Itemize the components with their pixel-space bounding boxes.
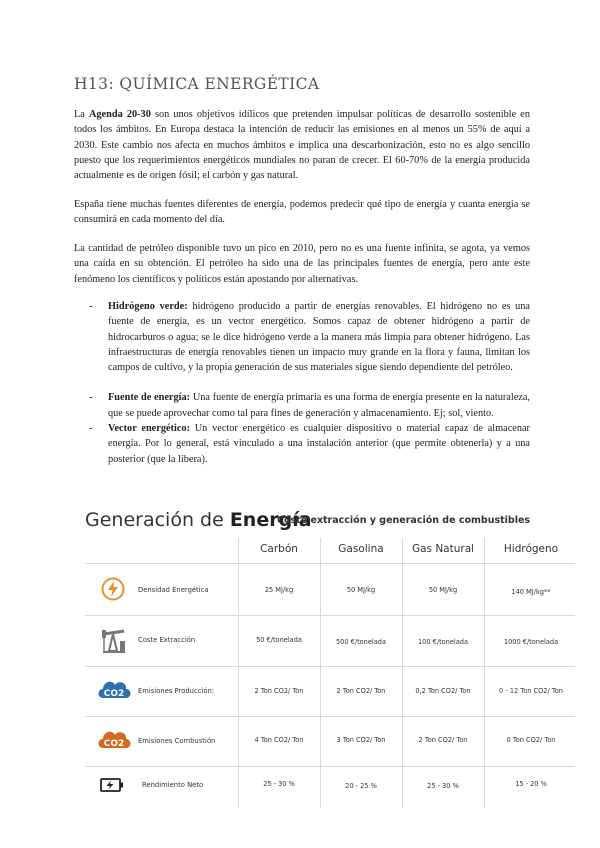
column-divider (320, 538, 321, 808)
column-header-gas-natural: Gas Natural (411, 543, 475, 555)
table-cell: 25 - 30 % (427, 782, 459, 790)
row-label-emisiones-combustion: Emisiones Combustión (138, 737, 216, 745)
table-cell: 4 Ton CO2/ Ton (254, 736, 304, 744)
row-divider (85, 766, 575, 767)
column-divider (484, 538, 485, 808)
row-label-coste: Coste Extracción (138, 636, 196, 644)
definitions-list (74, 299, 530, 467)
row-divider (85, 666, 575, 667)
infographic-subtitle: Coste extracción y generación de combustibles (277, 515, 531, 526)
co2-cloud-icon (96, 675, 132, 701)
table-cell: 20 - 25 % (345, 782, 377, 790)
table-cell: 100 €/tonelada (417, 638, 469, 646)
battery-icon (100, 777, 124, 793)
paragraph-agenda: La Agenda 20-30 son unos objetivos idílicos que pretenden impulsar políticas de desarrollo sostenible en todos los ámbitos. En Europa destaca la intención de reducir las emisiones en al menos un 55% de aquí a 2030. Este cambio nos afecta en muchos ámbitos e implica una descarbonización, esto no es algo sencillo puesto que los requerimientos energéticos mundiales no paran de crecer. El 60-70% de la energía producida actualmente es de origen fósil; el carbón y gas natural. (74, 109, 530, 182)
column-divider (238, 538, 239, 808)
table-cell: 50 €/tonelada (256, 636, 302, 644)
table-cell: 2 Ton CO2/ Ton (254, 687, 304, 695)
table-cell: 0 - 12 Ton CO2/ Ton (499, 687, 563, 695)
column-divider (402, 538, 403, 808)
list-spacer (74, 375, 530, 390)
co2-cloud-icon (96, 725, 132, 751)
paragraph-petroleo: La cantidad de petróleo disponible tuvo un pico en 2010, pero no es una fuente infinita, se agota, ya vemos una caída en su obtención. El petróleo ha sido una de las principales fuentes de energía, pero ante este fenómeno los científicos y políticos están apostando por alternativas. (74, 243, 530, 285)
table-cell: 0,2 Ton CO2/ Ton (415, 687, 471, 695)
row-label-densidad: Densidad Energética (138, 586, 209, 594)
paragraph-espana: España tiene muchas fuentes diferentes de energía, podemos predecir qué tipo de energía y cuanta energía se consumirá en cada momento del día. (74, 199, 530, 226)
table-cell: 2 Ton CO2/ Ton (418, 736, 468, 744)
table-cell: 15 - 20 % (515, 780, 547, 788)
table-cell: 2 Ton CO2/ Ton (336, 687, 386, 695)
row-label-emisiones-produccion: Emisiones Producción: (138, 687, 215, 695)
table-cell: 50 MJ/kg (428, 586, 458, 594)
row-divider (85, 615, 575, 616)
table-cell: 0 Ton CO2/ Ton (506, 736, 556, 744)
column-header-gasolina: Gasolina (338, 543, 384, 555)
column-header-hidrogeno: Hidrógeno (503, 543, 559, 555)
table-cell: 3 Ton CO2/ Ton (336, 736, 386, 744)
co2-label: CO2 (103, 739, 125, 749)
row-label-rendimiento: Rendimiento Neto (142, 781, 204, 789)
table-cell: 500 €/tonelada (335, 638, 387, 646)
pumpjack-icon (100, 624, 128, 654)
co2-label: CO2 (103, 689, 125, 699)
table-cell: 140 MJ/kg** (511, 588, 551, 596)
list-item: - Fuente de energía: Una fuente de energía primaria es una forma de energía presente en la naturaleza, que se puede aprovechar como tal para fines de generación y almacenamiento. Ej; sol, viento. (89, 392, 530, 419)
table-cell: 1000 €/tonelada (503, 638, 559, 646)
energy-infographic (80, 505, 580, 805)
table-cell: 50 MJ/kg (346, 586, 376, 594)
table-cell: 25 MJ/kg (264, 586, 294, 594)
list-item: - Vector energético: Un vector energético es cualquier dispositivo o material capaz de almacenar energía. Por lo general, está vinculado a una instalación anterior (que permite obtenerla) y a una posterior (que la libera). (89, 423, 530, 465)
list-item: - Hidrógeno verde: hidrógeno producido a partir de energías renovables. El hidrógeno no es una fuente de energía, es un vector energético. Somos capaz de obtener hidrógeno a partir de hidrocarburos o agua; se le dice hidrógeno verde a la manera más limpia para obtener hidrógeno. Las infraestructuras de energía renovables tienen un impacto muy grande en la flora y fauna, limitan los campos de cultivo, y la propia generación de sus materiales sigue siendo dependiente del petróleo. (89, 301, 530, 374)
infographic-title: Generación de Energía (85, 509, 312, 531)
row-divider (85, 716, 575, 717)
lightning-icon (100, 576, 126, 602)
column-header-carbon: Carbón (260, 543, 298, 555)
row-divider (85, 563, 575, 564)
document-title: H13: QUÍMICA ENERGÉTICA (74, 75, 320, 93)
table-cell: 25 - 30 % (263, 780, 295, 788)
